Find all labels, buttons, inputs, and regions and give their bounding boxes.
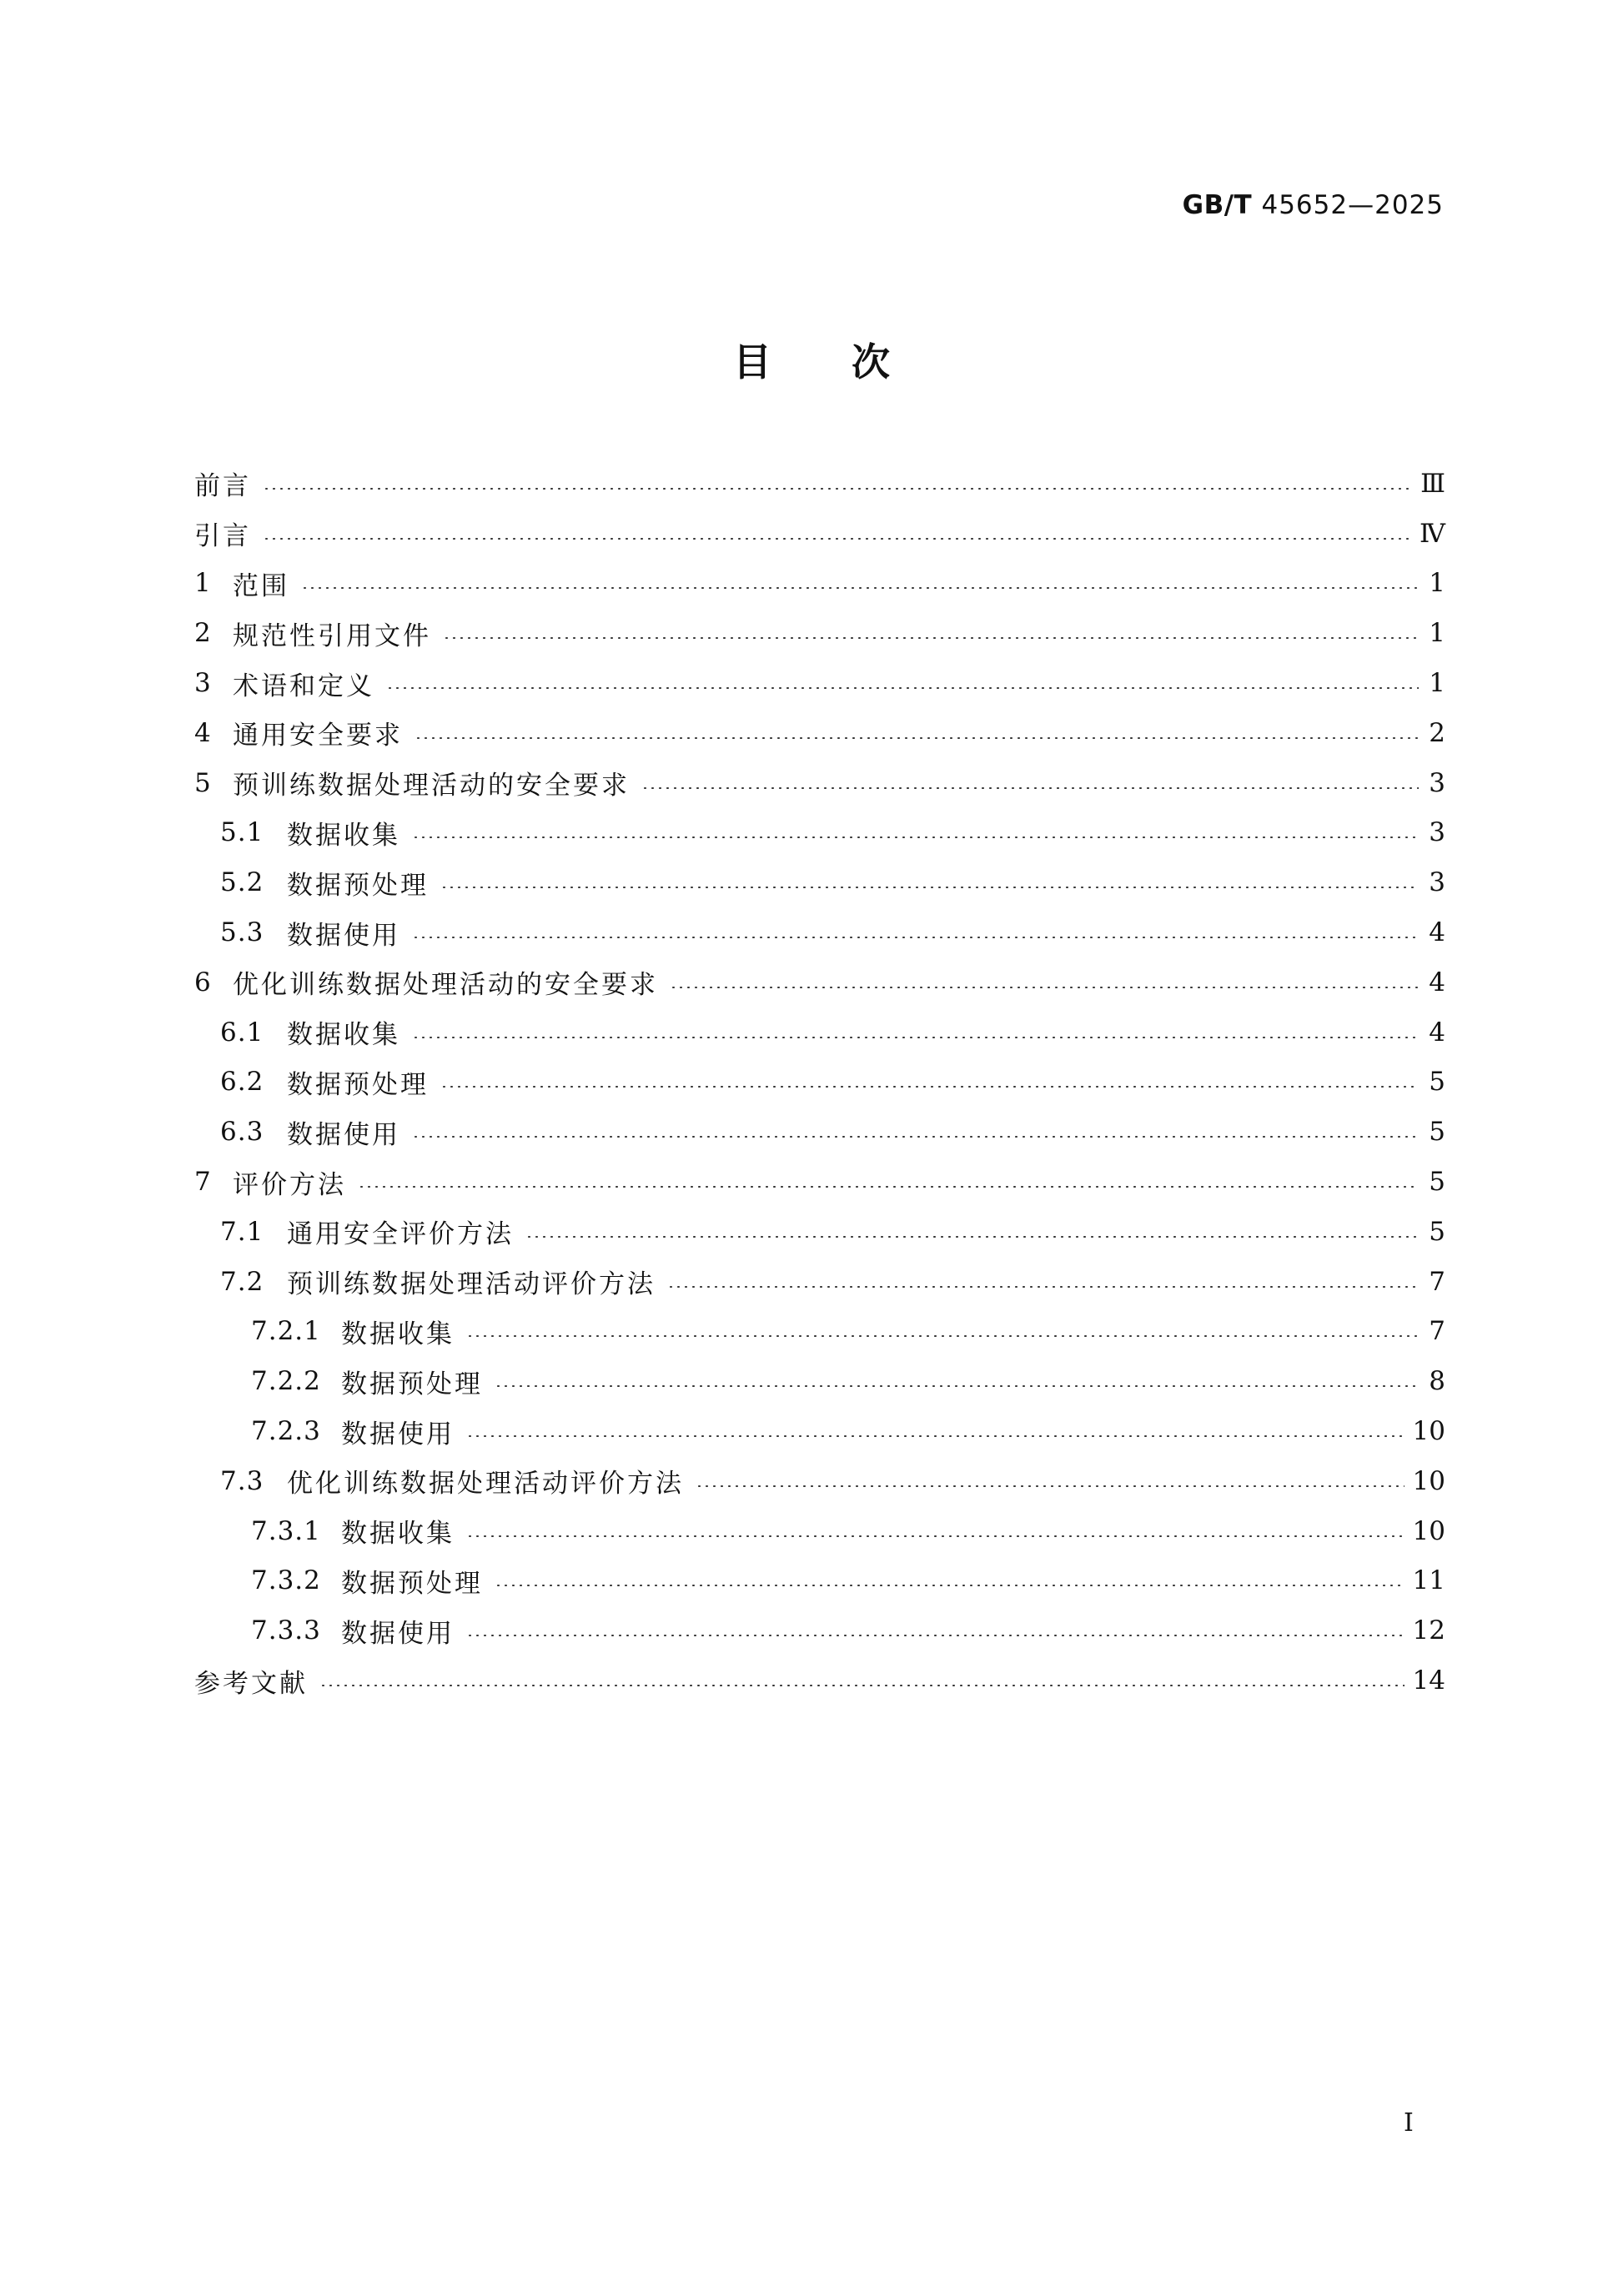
- toc-entry[interactable]: [194, 1506, 1445, 1556]
- toc-entry-title: 数据使用: [287, 1119, 400, 1150]
- dot-leader: [443, 637, 1419, 639]
- toc-entry-number: 7.1: [220, 1216, 264, 1247]
- toc-entry-number: 6.1: [220, 1017, 264, 1048]
- dot-leader: [466, 1535, 1404, 1537]
- standard-code: 45652—2025: [1261, 190, 1444, 220]
- toc-entry[interactable]: [194, 857, 1445, 907]
- toc-entry-number: 7.3.2: [251, 1565, 321, 1596]
- standard-prefix: GB/T: [1182, 190, 1253, 220]
- toc-entry[interactable]: [194, 1007, 1445, 1058]
- dot-leader: [670, 987, 1419, 988]
- toc-entry-number: 5.1: [220, 817, 264, 848]
- toc-entry-title: 通用安全评价方法: [287, 1219, 514, 1250]
- dot-leader: [301, 587, 1419, 589]
- standard-number: [1183, 190, 1444, 220]
- toc-entry-title: 数据预处理: [287, 870, 429, 901]
- dot-leader: [412, 1136, 1419, 1138]
- toc-entry-page: 3: [1429, 817, 1445, 848]
- dot-leader: [696, 1485, 1404, 1487]
- toc-entry-page: 1: [1429, 568, 1445, 599]
- toc-entry[interactable]: [194, 1107, 1445, 1157]
- toc-entry-number: 7.2.3: [251, 1416, 321, 1447]
- toc-entry-page: Ⅲ: [1420, 468, 1445, 499]
- toc-entry[interactable]: [194, 1207, 1445, 1257]
- toc-entry-title: 数据收集: [287, 820, 400, 851]
- toc-entry[interactable]: [194, 1157, 1445, 1207]
- toc-entry[interactable]: [194, 658, 1445, 708]
- dot-leader: [525, 1236, 1419, 1238]
- toc-entry-number: 7.2: [220, 1266, 264, 1297]
- dot-leader: [641, 787, 1419, 789]
- page-title: 目次: [733, 339, 970, 384]
- toc-entry-number: 2: [194, 618, 212, 649]
- dot-leader: [466, 1335, 1419, 1337]
- toc-entry-title: 预训练数据处理活动的安全要求: [233, 771, 630, 801]
- toc-entry-page: 5: [1429, 1117, 1445, 1148]
- toc-entry[interactable]: [194, 957, 1445, 1007]
- toc-entry[interactable]: [194, 1307, 1445, 1357]
- toc-entry-page: 3: [1429, 867, 1445, 898]
- dot-leader: [466, 1635, 1404, 1636]
- toc-entry-title: 预训练数据处理活动评价方法: [287, 1269, 656, 1300]
- toc-entry-page: 14: [1412, 1665, 1445, 1696]
- toc-entry-page: Ⅳ: [1419, 518, 1445, 549]
- dot-leader: [319, 1685, 1404, 1686]
- dot-leader: [415, 737, 1419, 739]
- toc-entry-title: 数据预处理: [341, 1568, 483, 1599]
- toc-entry[interactable]: [194, 608, 1445, 658]
- toc-entry-page: 5: [1429, 1067, 1445, 1098]
- dot-leader: [440, 887, 1419, 888]
- toc-entry-number: 3: [194, 668, 212, 699]
- table-of-contents: [194, 459, 1445, 1706]
- dot-leader: [440, 1086, 1419, 1088]
- dot-leader: [263, 538, 1411, 540]
- toc-entry-title: 评价方法: [233, 1169, 346, 1200]
- toc-entry-title: 数据使用: [341, 1618, 455, 1649]
- toc-entry-page: 11: [1412, 1565, 1445, 1596]
- toc-entry-title: 引言: [194, 521, 251, 552]
- dot-leader: [495, 1585, 1404, 1586]
- toc-entry[interactable]: [194, 1556, 1445, 1606]
- toc-entry-number: 7.2.2: [251, 1366, 321, 1397]
- toc-entry-title: 数据预处理: [287, 1069, 429, 1100]
- page-number: Ⅰ: [1404, 2108, 1414, 2138]
- toc-entry[interactable]: [194, 509, 1445, 559]
- toc-entry-number: 7.3.1: [251, 1515, 321, 1546]
- toc-entry-page: 12: [1412, 1615, 1445, 1646]
- toc-entry-page: 4: [1429, 967, 1445, 997]
- toc-entry-page: 4: [1429, 917, 1445, 948]
- toc-entry-page: 10: [1412, 1416, 1445, 1447]
- dot-leader: [412, 837, 1419, 838]
- toc-entry-number: 1: [194, 568, 212, 599]
- toc-entry-number: 7.3: [220, 1465, 264, 1496]
- toc-entry[interactable]: [194, 1058, 1445, 1108]
- toc-entry[interactable]: [194, 758, 1445, 808]
- toc-entry-page: 4: [1429, 1017, 1445, 1048]
- toc-entry-title: 参考文献: [194, 1668, 308, 1699]
- toc-entry-page: 8: [1429, 1366, 1445, 1397]
- toc-entry-title: 通用安全要求: [233, 721, 403, 751]
- toc-entry-page: 7: [1429, 1266, 1445, 1297]
- toc-entry-page: 1: [1429, 668, 1445, 699]
- toc-entry-number: 5: [194, 767, 212, 798]
- toc-entry-page: 5: [1429, 1167, 1445, 1198]
- dot-leader: [358, 1186, 1419, 1188]
- toc-entry[interactable]: [194, 808, 1445, 858]
- toc-entry[interactable]: [194, 459, 1445, 509]
- toc-entry-number: 7.2.1: [251, 1316, 321, 1347]
- toc-entry[interactable]: [194, 1605, 1445, 1655]
- toc-entry-number: 7: [194, 1167, 212, 1198]
- toc-entry-title: 数据使用: [341, 1419, 455, 1449]
- toc-entry-title: 数据使用: [287, 920, 400, 951]
- toc-entry-title: 数据收集: [287, 1020, 400, 1051]
- dot-leader: [495, 1385, 1419, 1387]
- toc-entry-page: 1: [1429, 618, 1445, 649]
- toc-entry[interactable]: [194, 1406, 1445, 1456]
- toc-entry-title: 规范性引用文件: [233, 620, 431, 651]
- toc-entry-title: 前言: [194, 471, 251, 502]
- toc-entry-title: 数据收集: [341, 1319, 455, 1349]
- dot-leader: [386, 687, 1419, 689]
- toc-entry-title: 数据预处理: [341, 1369, 483, 1399]
- toc-entry[interactable]: [194, 559, 1445, 609]
- toc-entry-title: 数据收集: [341, 1519, 455, 1550]
- toc-entry[interactable]: [194, 1356, 1445, 1406]
- toc-entry[interactable]: [194, 708, 1445, 758]
- toc-entry-number: 5.2: [220, 867, 264, 898]
- dot-leader: [263, 488, 1412, 490]
- toc-entry-page: 7: [1429, 1316, 1445, 1347]
- toc-entry-number: 6: [194, 967, 212, 997]
- toc-entry-number: 6.3: [220, 1117, 264, 1148]
- dot-leader: [466, 1435, 1404, 1437]
- toc-entry-page: 5: [1429, 1216, 1445, 1247]
- toc-entry-title: 范围: [233, 570, 289, 601]
- toc-entry[interactable]: [194, 907, 1445, 957]
- toc-entry-number: 7.3.3: [251, 1615, 321, 1646]
- toc-entry-title: 优化训练数据处理活动的安全要求: [233, 970, 658, 1001]
- toc-entry-number: 4: [194, 717, 212, 748]
- toc-entry-number: 6.2: [220, 1067, 264, 1098]
- toc-entry-page: 3: [1429, 767, 1445, 798]
- dot-leader: [412, 1037, 1419, 1038]
- toc-entry-title: 术语和定义: [233, 671, 374, 701]
- toc-entry[interactable]: [194, 1456, 1445, 1506]
- toc-entry-page: 10: [1412, 1465, 1445, 1496]
- dot-leader: [667, 1286, 1419, 1288]
- toc-entry[interactable]: [194, 1257, 1445, 1307]
- dot-leader: [412, 937, 1419, 938]
- toc-entry-number: 5.3: [220, 917, 264, 948]
- toc-entry[interactable]: [194, 1655, 1445, 1706]
- toc-entry-title: 优化训练数据处理活动评价方法: [287, 1469, 684, 1500]
- toc-entry-page: 2: [1429, 717, 1445, 748]
- toc-entry-page: 10: [1412, 1515, 1445, 1546]
